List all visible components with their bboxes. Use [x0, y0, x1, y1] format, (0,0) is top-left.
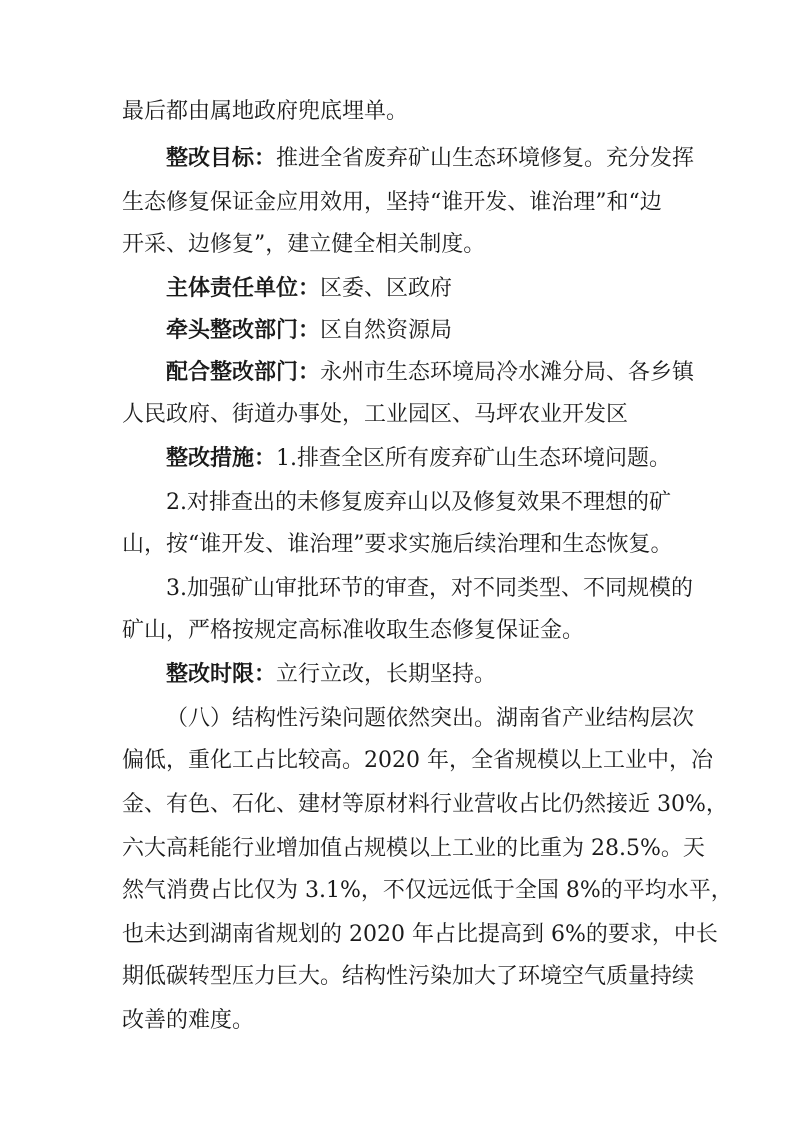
deadline-text: 立行立改，长期坚持。 — [276, 662, 497, 687]
goal-paragraph-line — [166, 143, 793, 175]
text-line: 然气消费占比仅为 3.1%，不仅远远低于全国 8%的平均水平， — [122, 878, 733, 903]
cooperating-department-line — [166, 357, 793, 389]
text-line: 山，按“谁开发、谁治理”要求实施后续治理和生态恢复。 — [122, 532, 673, 557]
deadline-line — [166, 659, 793, 691]
lead-department-line — [166, 315, 793, 347]
text-line: 偏低，重化工占比较高。2020 年，全省规模以上工业中，冶 — [122, 748, 713, 773]
text-line: 2.对排查出的未修复废弃山以及修复效果不理想的矿 — [166, 490, 671, 515]
responsible-unit-label: 主体责任单位： — [166, 276, 321, 301]
text-line: 也未达到湖南省规划的 2020 年占比提高到 6%的要求，中长 — [122, 922, 718, 947]
cooperating-department-label: 配合整改部门： — [166, 360, 321, 385]
lead-department-text: 区自然资源局 — [320, 318, 453, 343]
cooperating-department-text: 永州市生态环境局冷水滩分局、各乡镇 — [320, 360, 695, 385]
measures-text: 1.排查全区所有废弃矿山生态环境问题。 — [276, 446, 672, 471]
text-line: 金、有色、石化、建材等原材料行业营收占比仍然接近 30%， — [122, 792, 728, 817]
text-line: 生态修复保证金应用效用，坚持“谁开发、谁治理”和“边 — [122, 190, 662, 215]
goal-label: 整改目标： — [166, 146, 277, 171]
text-line: 六大高耗能行业增加值占规模以上工业的比重为 28.5%。天 — [122, 836, 705, 861]
measures-line — [166, 443, 793, 475]
text-line: 矿山，严格按规定高标准收取生态修复保证金。 — [122, 618, 585, 643]
deadline-label: 整改时限： — [166, 662, 277, 687]
responsible-unit-text: 区委、区政府 — [320, 276, 453, 301]
text-line: 人民政府、街道办事处，工业园区、马坪农业开发区 — [122, 402, 629, 427]
text-line: 3.加强矿山审批环节的审查，对不同类型、不同规模的 — [166, 576, 693, 601]
goal-text: 推进全省废弃矿山生态环境修复。充分发挥 — [276, 146, 695, 171]
measures-label: 整改措施： — [166, 446, 277, 471]
text-line: 开采、边修复”，建立健全相关制度。 — [122, 232, 486, 257]
text-line: 改善的难度。 — [122, 1008, 255, 1033]
responsible-unit-line — [166, 273, 793, 305]
text-line: 期低碳转型压力巨大。结构性污染加大了环境空气质量持续 — [122, 964, 695, 989]
text-line: 最后都由属地政府兜底埋单。 — [122, 99, 409, 124]
text-line: （八）结构性污染问题依然突出。湖南省产业结构层次 — [166, 706, 695, 731]
lead-department-label: 牵头整改部门： — [166, 318, 321, 343]
